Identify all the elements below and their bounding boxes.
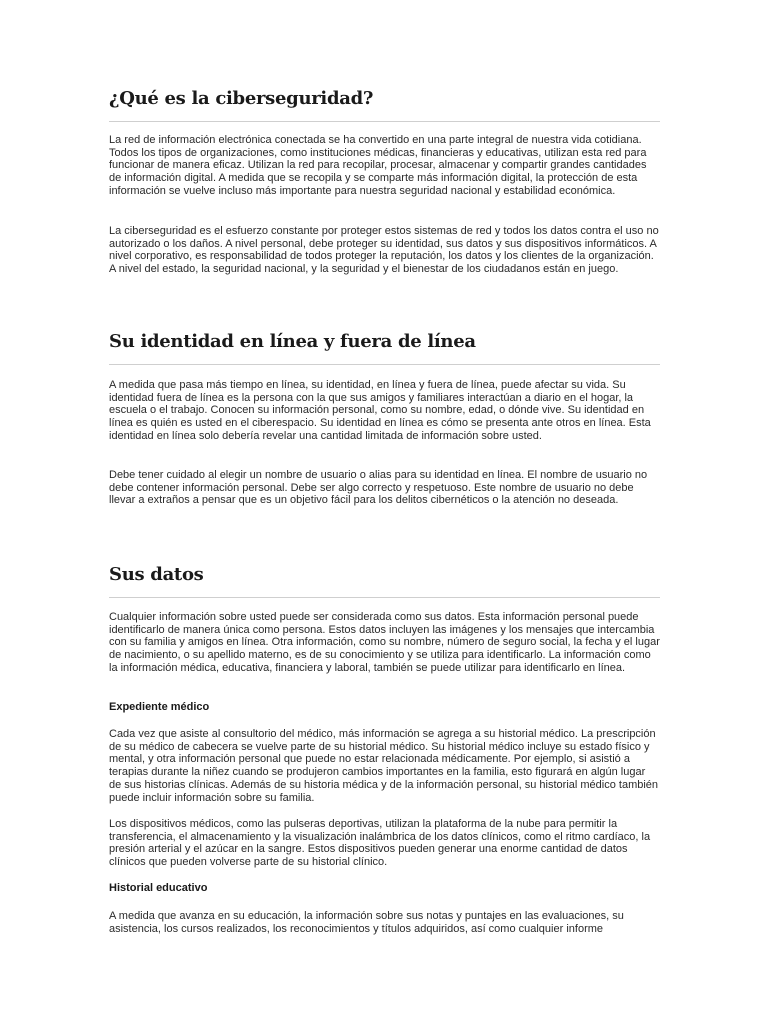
section-heading-cybersecurity: ¿Qué es la ciberseguridad? xyxy=(109,88,374,109)
section-heading-your-data: Sus datos xyxy=(109,564,204,585)
section-divider xyxy=(109,597,660,598)
paragraph: A medida que avanza en su educación, la información sobre sus notas y puntajes en las evaluaciones, su asistencia, los cursos realizados, los reconocimientos y títulos adquiridos, así como cualquier informe xyxy=(109,910,624,935)
paragraph: A medida que pasa más tiempo en línea, su identidad, en línea y fuera de línea, puede afectar su vida. Su identidad fuera de línea es la persona con la que sus amigos y familiares interactúan a diario en el hogar, la escuela o el trabajo. Conocen su información personal, como su nombre, edad, o dónde vive. Su identidad en línea es quién es usted en el ciberespacio. Su identidad en línea es cómo se presenta ante otros en línea. Esta identidad en línea solo debería revelar una cantidad limitada de información sobre usted. xyxy=(109,379,651,442)
section-divider xyxy=(109,364,660,365)
subheading-education-history: Historial educativo xyxy=(109,882,208,894)
section-divider xyxy=(109,121,660,122)
section-heading-online-identity: Su identidad en línea y fuera de línea xyxy=(109,331,476,352)
paragraph: Cada vez que asiste al consultorio del médico, más información se agrega a su historial médico. La prescripción de su médico de cabecera se vuelve parte de su historial médico. Su historial médico incluye su estado físico y mental, y otra información personal que puede no estar relacionada médicamente. Por ejemplo, si asistió a terapias durante la niñez cuando se produjeron cambios importantes en la familia, esto figurará en algún lugar de sus historias clínicas. Además de su historia médica y de la información personal, su historial médico también puede incluir información sobre su familia. xyxy=(109,728,659,804)
paragraph: Debe tener cuidado al elegir un nombre de usuario o alias para su identidad en línea. El nombre de usuario no debe contener información personal. Debe ser algo correcto y respetuoso. Este nombre de usuario no debe llevar a extraños a pensar que es un objetivo fácil para los delitos cibernéticos o la atención no deseada. xyxy=(109,469,648,507)
paragraph: La red de información electrónica conectada se ha convertido en una parte integral de nuestra vida cotidiana. Todos los tipos de organizaciones, como instituciones médicas, financieras y educativas, utilizan esta red para funcionar de manera eficaz. Utilizan la red para recopilar, procesar, almacenar y compartir grandes cantidades de información digital. A medida que se recopila y se comparte más información digital, la protección de esta información se vuelve incluso más importante para nuestra seguridad nacional y estabilidad económica. xyxy=(109,134,647,197)
subheading-medical-record: Expediente médico xyxy=(109,701,210,713)
paragraph: La ciberseguridad es el esfuerzo constante por proteger estos sistemas de red y todos los datos contra el uso no autorizado o los daños. A nivel personal, debe proteger su identidad, sus datos y sus dispositivos informáticos. A nivel corporativo, es responsabilidad de todos proteger la reputación, los datos y los clientes de la organización. A nivel del estado, la seguridad nacional, y la seguridad y el bienestar de los ciudadanos están en juego. xyxy=(109,225,659,276)
paragraph: Los dispositivos médicos, como las pulseras deportivas, utilizan la plataforma de la nube para permitir la transferencia, el almacenamiento y la visualización inalámbrica de los datos clínicos, como el ritmo cardíaco, la presión arterial y el azúcar en la sangre. Estos dispositivos pueden generar una enorme cantidad de datos clínicos que pueden volverse parte de su historial clínico. xyxy=(109,818,651,869)
paragraph: Cualquier información sobre usted puede ser considerada como sus datos. Esta información personal puede identificarlo de manera única como persona. Estos datos incluyen las imágenes y los mensajes que intercambia con su familia y amigos en línea. Otra información, como su nombre, número de seguro social, la fecha y el lugar de nacimiento, o su apellido materno, es de su conocimiento y se utiliza para identificarlo. La información como la información médica, educativa, financiera y laboral, también se puede utilizar para identificarlo en línea. xyxy=(109,611,660,674)
